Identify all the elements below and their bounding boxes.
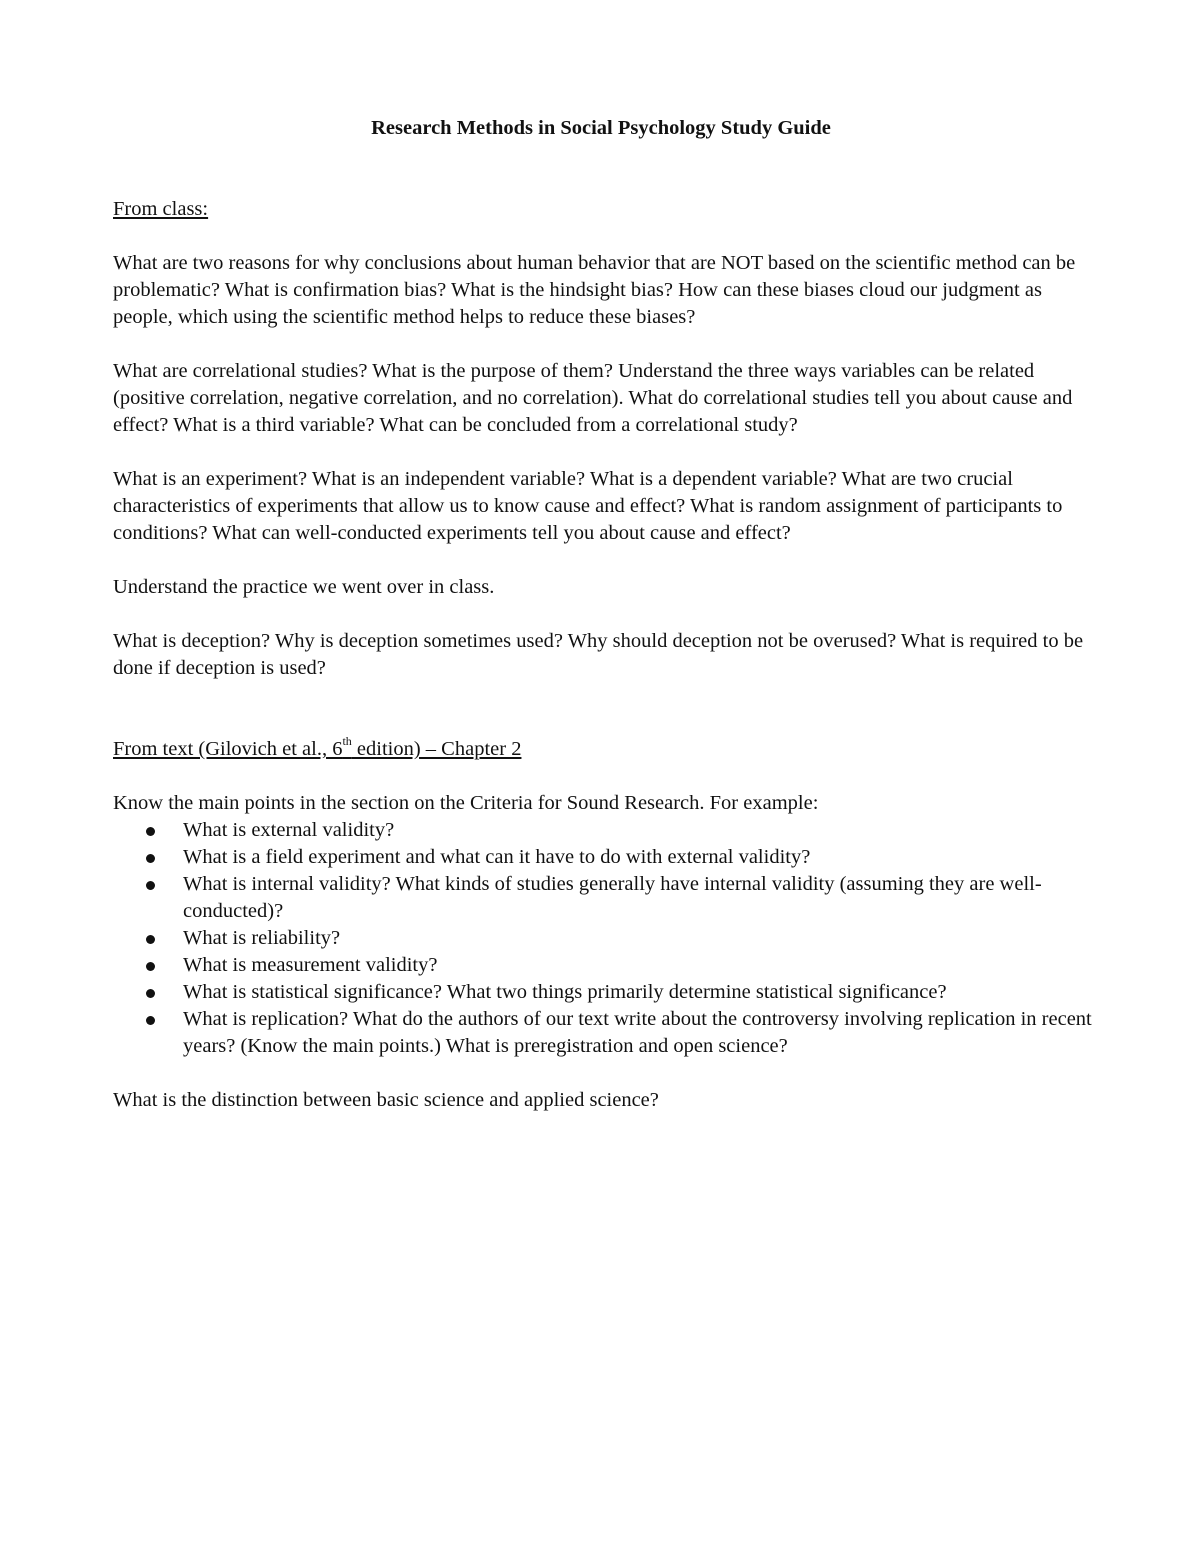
bullet-text: What is statistical significance? What two things primarily determine statistical significance?: [183, 981, 947, 1003]
bullet-icon: [146, 1016, 155, 1025]
bullet-item: [113, 952, 1093, 979]
closing-question: What is the distinction between basic science and applied science?: [113, 1089, 659, 1111]
bullet-icon: [146, 827, 155, 836]
from-class-heading: From class:: [113, 198, 209, 220]
criteria-intro: Know the main points in the section on the Criteria for Sound Research. For example:: [113, 792, 819, 814]
class-paragraph-correlational: What are correlational studies? What is the purpose of them? Understand the three ways variables can be related (positive correlation, negative correlation, and no correlation). What do correlational studies tell you about cause and effect? What is a third variable? What can be concluded from a correlational study?: [113, 360, 1073, 436]
bullet-item: [113, 871, 1093, 925]
bullet-text: What is external validity?: [183, 819, 395, 841]
document-page: [113, 115, 1093, 1141]
from-text-heading-start: From text (Gilovich et al., 6: [113, 738, 343, 760]
class-paragraph-deception: What is deception? Why is deception sometimes used? Why should deception not be overused? What is required to be done if deception is used?: [113, 630, 1084, 679]
bullet-icon: [146, 989, 155, 998]
bullet-text: What is measurement validity?: [183, 954, 438, 976]
criteria-bullet-list: [113, 817, 1093, 1060]
class-paragraph-practice: Understand the practice we went over in class.: [113, 576, 495, 598]
bullet-icon: [146, 881, 155, 890]
class-paragraph-biases: What are two reasons for why conclusions about human behavior that are NOT based on the scientific method can be problematic? What is confirmation bias? What is the hindsight bias? How can these biases cloud our judgment as people, which using the scientific method helps to reduce these biases?: [113, 252, 1076, 328]
bullet-text: What is replication? What do the authors of our text write about the controversy involving replication in recent years? (Know the main points.) What is preregistration and open science?: [183, 1008, 1092, 1057]
class-paragraph-experiment: What is an experiment? What is an independent variable? What is a dependent variable? What are two crucial characteristics of experiments that allow us to know cause and effect? What is random assignment of participants to conditions? What can well-conducted experiments tell you about cause and effect?: [113, 468, 1063, 544]
bullet-text: What is internal validity? What kinds of studies generally have internal validity (assuming they are well-conducted)?: [183, 873, 1042, 922]
bullet-item: [113, 817, 1093, 844]
bullet-text: What is a field experiment and what can it have to do with external validity?: [183, 846, 811, 868]
bullet-item: [113, 979, 1093, 1006]
document-title: Research Methods in Social Psychology Study Guide: [371, 117, 831, 139]
from-text-heading: [113, 736, 1093, 763]
bullet-icon: [146, 854, 155, 863]
bullet-icon: [146, 962, 155, 971]
from-text-heading-end: edition) – Chapter 2: [351, 738, 522, 760]
edition-superscript: th: [342, 734, 352, 749]
bullet-item: [113, 925, 1093, 952]
bullet-text: What is reliability?: [183, 927, 341, 949]
bullet-item: [113, 1006, 1093, 1060]
bullet-icon: [146, 935, 155, 944]
bullet-item: [113, 844, 1093, 871]
